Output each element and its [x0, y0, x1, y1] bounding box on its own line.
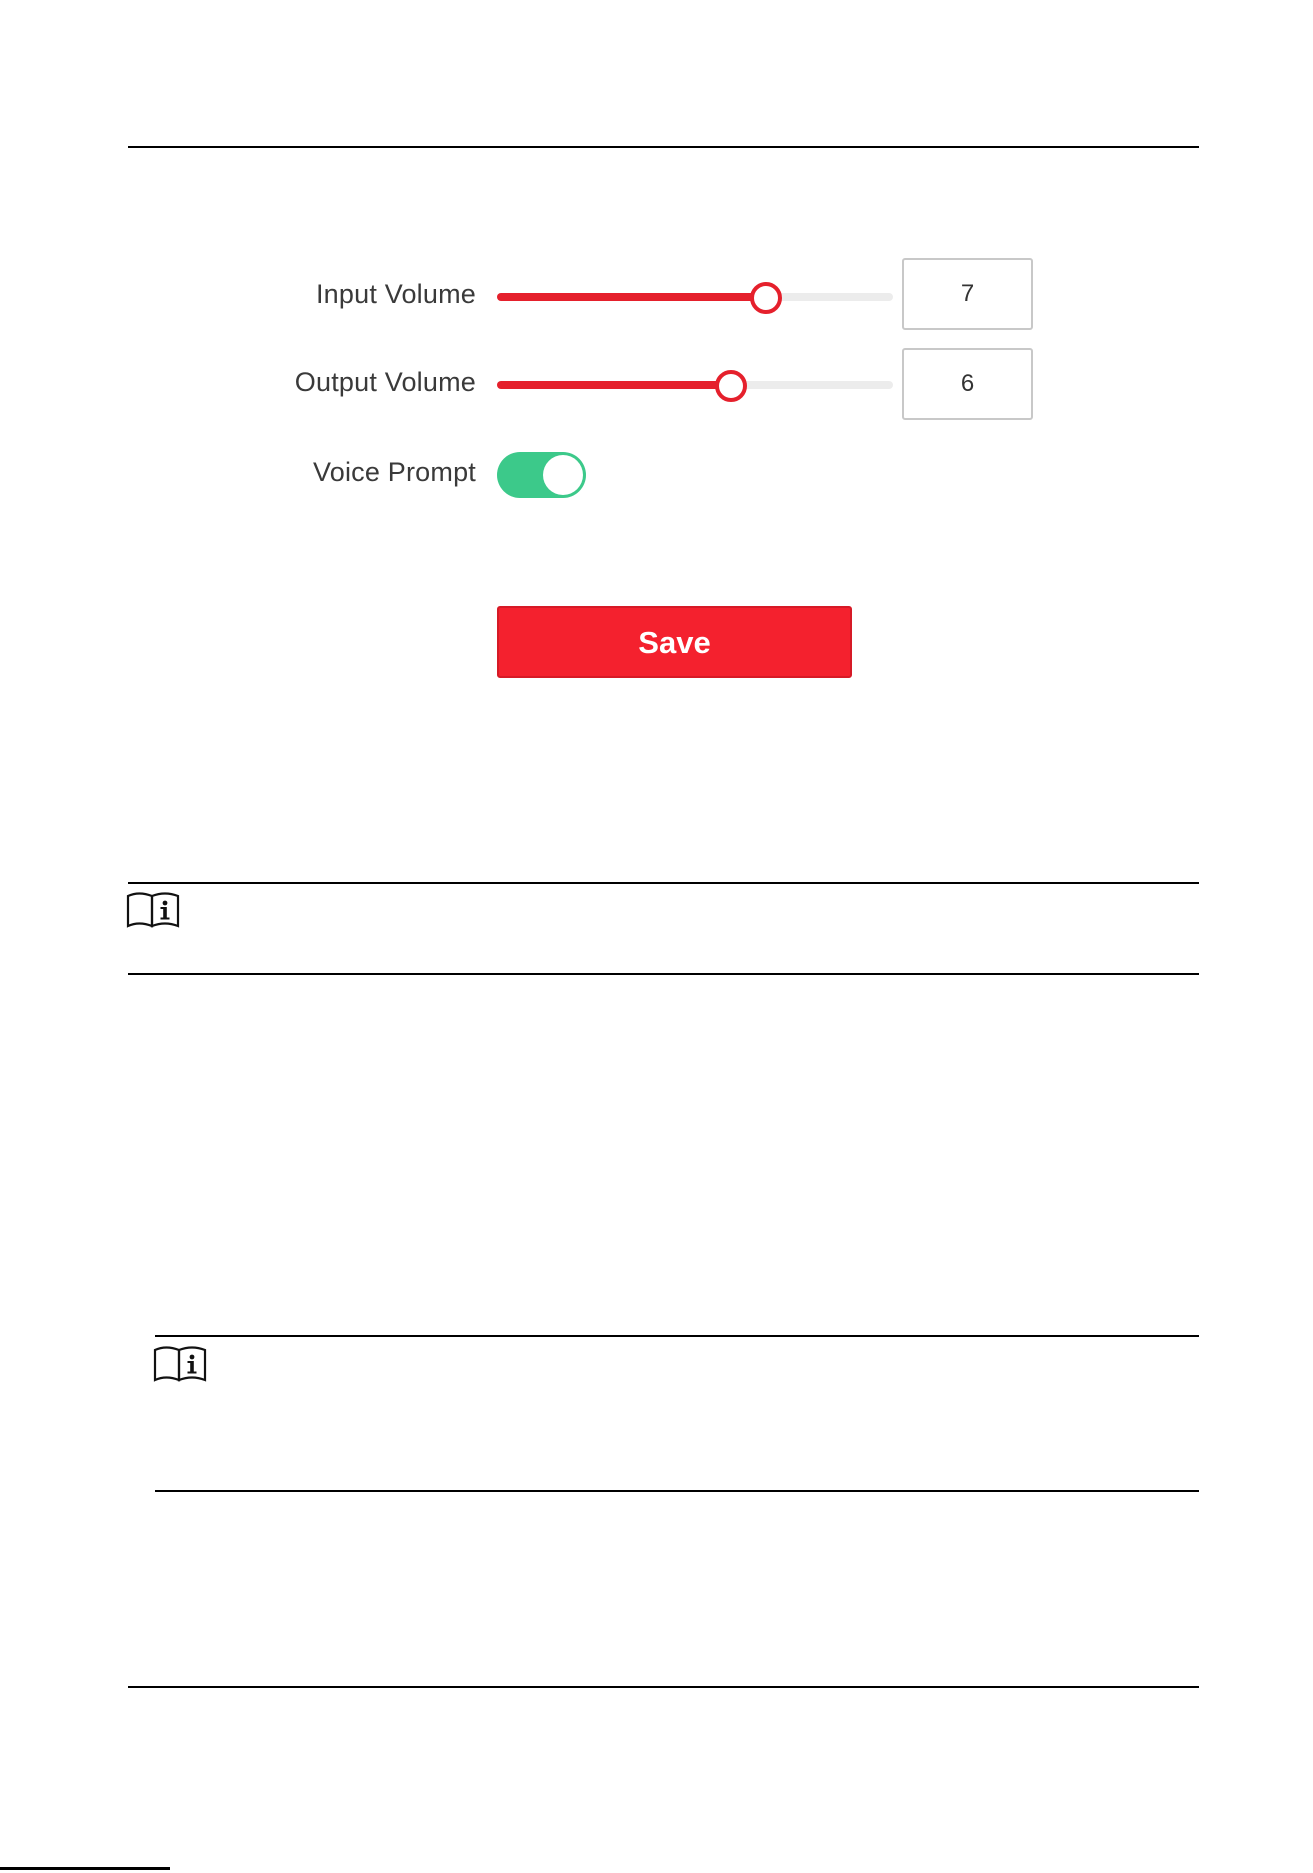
slider-fill	[497, 293, 766, 301]
slider-handle[interactable]	[715, 370, 747, 402]
output-volume-slider[interactable]	[497, 370, 893, 400]
output-volume-label: Output Volume	[294, 367, 476, 397]
slider-handle[interactable]	[750, 282, 782, 314]
note-bottom-rule	[155, 1490, 1199, 1492]
save-button[interactable]: Save	[497, 606, 852, 678]
note-top-rule	[155, 1335, 1199, 1337]
page-edge-rule	[0, 1867, 170, 1870]
input-volume-label: Input Volume	[315, 279, 476, 309]
header-rule	[128, 146, 1199, 148]
note-book-info-icon	[153, 1344, 207, 1382]
slider-fill	[497, 381, 731, 389]
footer-rule	[128, 1686, 1199, 1688]
output-volume-value-field[interactable]: 6	[902, 348, 1033, 420]
input-volume-value-field[interactable]: 7	[902, 258, 1033, 330]
input-volume-slider[interactable]	[497, 282, 893, 312]
note-top-rule	[128, 882, 1199, 884]
toggle-knob	[543, 455, 583, 495]
note-book-info-icon	[126, 890, 180, 928]
voice-prompt-label: Voice Prompt	[313, 457, 476, 487]
note-bottom-rule	[128, 973, 1199, 975]
voice-prompt-toggle[interactable]	[497, 452, 586, 498]
